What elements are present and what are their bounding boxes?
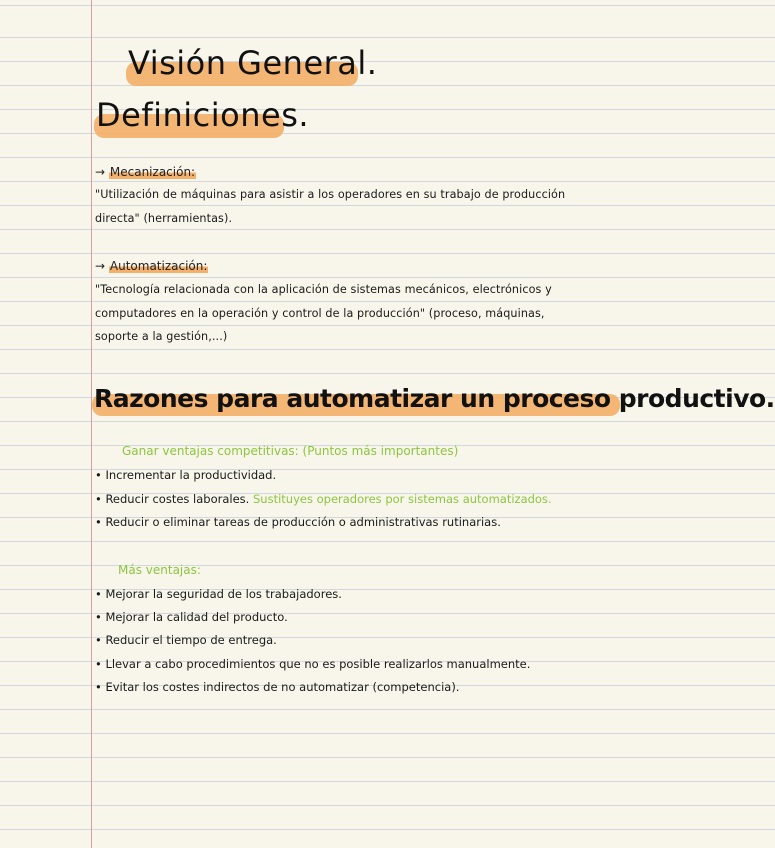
mecanizacion-label (95, 165, 196, 179)
arrow-icon: → (95, 165, 106, 179)
advantage-item: • Mejorar la seguridad de los trabajadores. (95, 587, 342, 601)
more-advantages-heading: Más ventajas: (118, 563, 201, 577)
competitive-item (95, 515, 501, 529)
arrow-icon: → (95, 259, 106, 273)
automatizacion-line-1: "Tecnología relacionada con la aplicación de sistemas mecánicos, electrónicos y (95, 283, 552, 296)
automatizacion-line-3: soporte a la gestión,...) (95, 330, 228, 343)
competitive-item (95, 468, 276, 482)
mecanizacion-term: Mecanización: (109, 165, 196, 179)
advantage-item: • Mejorar la calidad del producto. (95, 610, 288, 624)
margin-line (91, 0, 92, 848)
competitive-item-note: Sustituyes operadores por sistemas automatizados. (253, 492, 552, 506)
page-title: Visión General. (128, 44, 378, 82)
definitions-heading: Definiciones. (96, 96, 310, 134)
advantage-item: • Evitar los costes indirectos de no automatizar (competencia). (95, 680, 460, 694)
competitive-item-text: • Reducir costes laborales. (95, 492, 250, 506)
competitive-heading: Ganar ventajas competitivas: (Puntos más importantes) (122, 444, 459, 458)
competitive-item-text: • Reducir o eliminar tareas de producción o administrativas rutinarias. (95, 515, 501, 529)
automatizacion-term: Automatización: (109, 259, 208, 273)
mecanizacion-line-2: directa" (herramientas). (95, 212, 233, 225)
automatizacion-line-2: computadores en la operación y control de la producción" (proceso, máquinas, (95, 307, 545, 320)
competitive-item (95, 492, 552, 506)
competitive-item-text: • Incrementar la productividad. (95, 468, 277, 482)
mecanizacion-line-1: "Utilización de máquinas para asistir a los operadores en su trabajo de producción (95, 188, 566, 201)
advantage-item: • Llevar a cabo procedimientos que no es posible realizarlos manualmente. (95, 657, 531, 671)
reasons-heading: Razones para automatizar un proceso productivo. (94, 384, 775, 413)
advantage-item: • Reducir el tiempo de entrega. (95, 633, 277, 647)
automatizacion-label (95, 259, 208, 273)
